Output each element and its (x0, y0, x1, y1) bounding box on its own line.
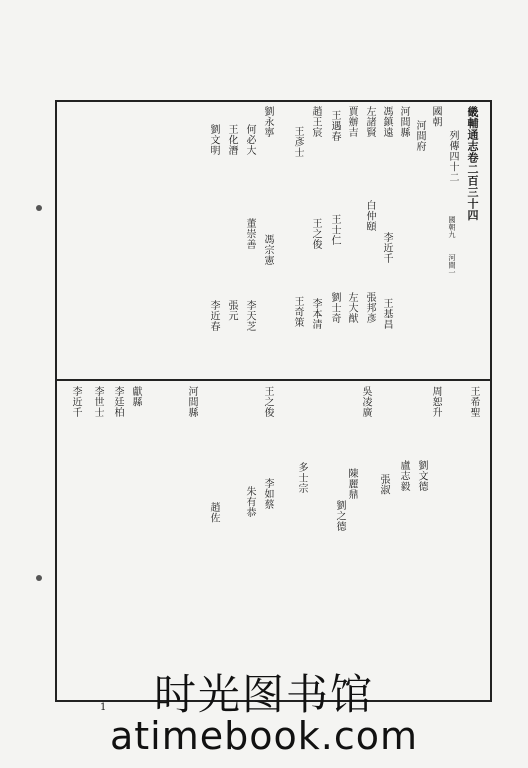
entry-name: 趙佐 (208, 502, 219, 523)
category-label: 國朝 (430, 106, 441, 127)
entry-name: 劉之德 (334, 500, 345, 532)
entry-name: 左大猷 (346, 292, 357, 324)
entry-name: 王奇策 (292, 296, 303, 328)
binding-hole (36, 205, 42, 211)
watermark-chinese: 时光图书馆 (153, 670, 374, 719)
book-title: 畿輔通志卷二百三十四 (466, 106, 479, 221)
entry-name: 左諸賢 (364, 106, 375, 138)
entry-name: 王士仁 (329, 214, 340, 246)
entry-name: 李近千 (381, 232, 392, 264)
entry-name: 陳麗鼎 (346, 468, 357, 500)
place-label: 河間一 (448, 254, 456, 277)
entry-name: 李天芝 (244, 300, 255, 332)
watermark-url: atimebook.com (109, 714, 418, 758)
chapter-subtitle: 列傳四十二 (447, 130, 458, 183)
entry-name: 獻縣 (130, 386, 141, 407)
entry-name: 劉永寧 (262, 106, 273, 138)
entry-heading: 河間府 (414, 120, 425, 152)
entry-name: 賈辦吉 (346, 106, 357, 138)
entry-name: 李近千 (70, 386, 81, 418)
entry-name: 李世士 (92, 386, 103, 418)
entry-name: 趙王宸 (310, 106, 321, 138)
entry-heading: 河間縣 (398, 106, 409, 138)
entry-name: 河間縣 (186, 386, 197, 418)
binding-hole (36, 575, 42, 581)
entry-name: 張元 (226, 300, 237, 321)
entry-name: 王之俊 (310, 218, 321, 250)
entry-name: 李廷柏 (112, 386, 123, 418)
entry-name: 張邦彥 (364, 292, 375, 324)
entry-name: 劉文明 (208, 124, 219, 156)
entry-name: 李如蔡 (262, 478, 273, 510)
entry-name: 劉文德 (416, 460, 427, 492)
entry-name: 王彥士 (292, 126, 303, 158)
entry-name: 王基昌 (381, 298, 392, 330)
entry-name: 王化潛 (226, 124, 237, 156)
entry-name: 李本清 (310, 298, 321, 330)
entry-name: 馮宗憲 (262, 234, 273, 266)
entry-name: 盧志毅 (398, 460, 409, 492)
entry-name: 吳凌廣 (360, 386, 371, 418)
entry-name: 何必大 (244, 124, 255, 156)
entry-name: 白仲頤 (364, 200, 375, 232)
entry-name: 王希聖 (468, 386, 479, 418)
section-label: 國朝九 (448, 216, 456, 239)
entry-name: 董崇善 (244, 218, 255, 250)
center-fold-line (55, 379, 492, 381)
entry-name: 劉士奇 (329, 292, 340, 324)
entry-name: 朱有恭 (244, 486, 255, 518)
entry-name: 周恕升 (430, 386, 441, 418)
entry-name: 張淑 (378, 474, 389, 495)
page-number: 1 (100, 702, 107, 713)
entry-heading: 馮鎮遠 (381, 106, 392, 138)
entry-name: 多士宗 (296, 462, 307, 494)
entry-name: 李近春 (208, 300, 219, 332)
entry-name: 王遇春 (329, 110, 340, 142)
entry-name: 王之俊 (262, 386, 273, 418)
